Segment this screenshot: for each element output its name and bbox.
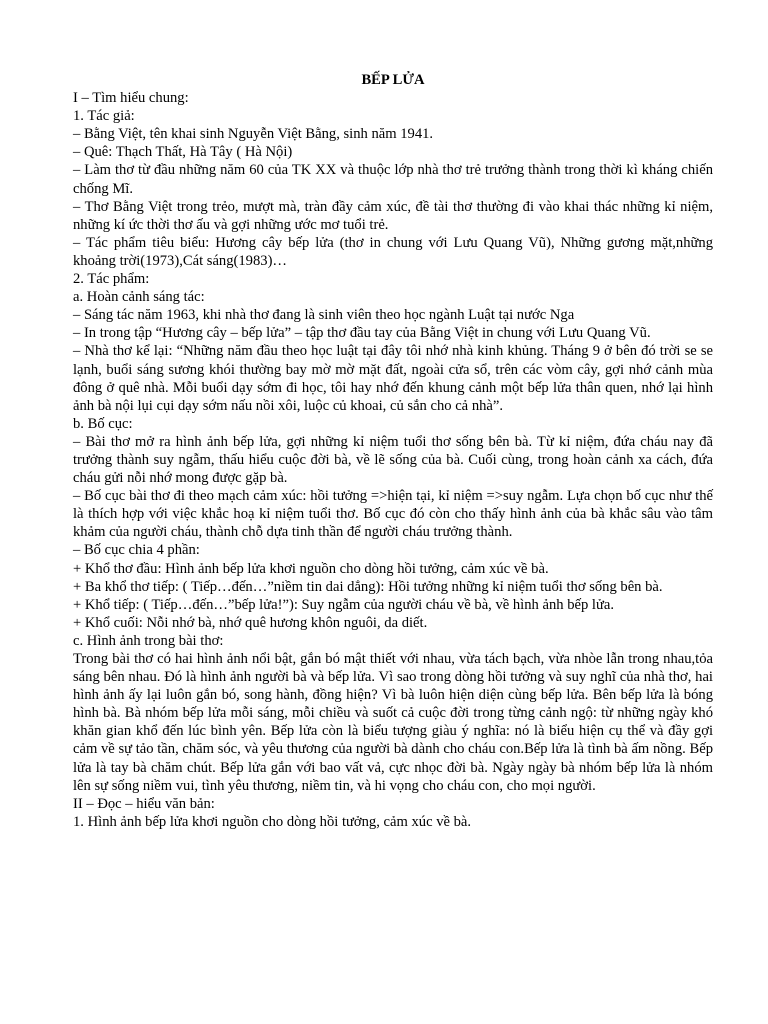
paragraph: + Khổ cuối: Nỗi nhớ bà, nhớ quê hương khôn nguôi, da diết. <box>73 614 428 631</box>
paragraph: – Bằng Việt, tên khai sinh Nguyễn Việt Bằng, sinh năm 1941. <box>73 126 434 143</box>
paragraph: c. Hình ảnh trong bài thơ: <box>73 632 224 649</box>
document-page <box>73 71 713 831</box>
paragraph: – Thơ Bằng Việt trong trẻo, mượt mà, tràn đầy cảm xúc, đề tài thơ thường đi vào khai thác những kỉ niệm, những kí ức thời thơ ấu và gợi những ước mơ tuổi trẻ. <box>73 198 713 233</box>
paragraph: II – Đọc – hiểu văn bản: <box>73 795 215 812</box>
paragraph: 1. Tác giả: <box>73 108 135 125</box>
paragraph: – Sáng tác năm 1963, khi nhà thơ đang là sinh viên theo học ngành Luật tại nước Nga <box>73 307 575 324</box>
paragraph: Trong bài thơ có hai hình ảnh nổi bật, gắn bó mật thiết với nhau, vừa tách bạch, vừa nhòe lẫn trong nhau,tỏa sáng bên nhau. Đó là hình ảnh người bà và bếp lửa. Vì sao trong dòng hồi tưởng và suy nghĩ của nhà thơ, hai hình ảnh ấy lại luôn gắn bó, song hành, đồng hiện? Vì bà luôn hiện diện cùng bếp lửa. Bên bếp lửa là bóng hình bà. Bà nhóm bếp lửa mỗi sáng, mỗi chiều và suốt cả cuộc đời trong từng cảnh ngộ: từ những ngày khó khăn gian khổ đến lúc bình yên. Bếp lửa còn là biểu tượng giàu ý nghĩa: nó là biểu hiện cụ thể và đầy gợi cảm về sự tảo tần, chăm sóc, và yêu thương của người bà dành cho cháu con.Bếp lửa là tình bà ấm nồng. Bếp lửa là tay bà chăm chút. Bếp lửa gắn với bao vất vả, cực nhọc đời bà. Ngày ngày bà nhóm bếp lửa là nhóm lên sự sống niềm vui, tình yêu thương, niềm tin, và hi vọng cho cháu con, cho mọi người. <box>73 651 713 794</box>
paragraph: a. Hoàn cảnh sáng tác: <box>73 289 205 306</box>
document-title: BẾP LỬA <box>361 72 425 88</box>
paragraph: 2. Tác phẩm: <box>73 271 150 288</box>
paragraph: – Tác phẩm tiêu biểu: Hương cây bếp lửa (thơ in chung với Lưu Quang Vũ), Những gương mặt,những khoảng trời(1973),Cát sáng(1983)… <box>73 234 713 269</box>
paragraph: – Làm thơ từ đầu những năm 60 của TK XX và thuộc lớp nhà thơ trẻ trưởng thành trong thời kì kháng chiến chống Mĩ. <box>73 162 713 197</box>
paragraph: I – Tìm hiểu chung: <box>73 90 189 107</box>
paragraph: – Nhà thơ kể lại: “Những năm đầu theo học luật tại đây tôi nhớ nhà kinh khủng. Tháng 9 ở bên đó trời se se lạnh, buổi sáng sương khói thường bay mờ mờ mặt đất, ngoài cửa sổ, trên các vòm cây, gợi nhớ cảnh mùa đông ở quê nhà. Mỗi buổi dạy sớm đi học, tôi hay nhớ đến khung cảnh một bếp lửa thân quen, nhớ lại hình ảnh bà nội lụi cụi dạy sớm nấu nồi xôi, luộc củ khoai, củ sắn cho cả nhà”. <box>73 343 713 414</box>
document-body <box>73 89 713 831</box>
paragraph: – Bố cục bài thơ đi theo mạch cảm xúc: hồi tưởng =>hiện tại, kỉ niệm =>suy ngẫm. Lựa chọn bố cục như thế là thích hợp với việc khắc hoạ kỉ niệm tuổi thơ. Bố cục đó còn cho thấy hình ảnh của bà khắc sâu vào tâm khảm của người cháu, thành chỗ dựa tinh thần để người cháu trưởng thành. <box>73 488 713 541</box>
paragraph: b. Bố cục: <box>73 415 133 432</box>
paragraph: – Bố cục chia 4 phần: <box>73 542 200 559</box>
paragraph: + Khổ tiếp: ( Tiếp…đến…”bếp lửa!”): Suy ngẫm của người cháu về bà, về hình ảnh bếp lửa. <box>73 596 615 613</box>
paragraph: + Ba khổ thơ tiếp: ( Tiếp…đến…”niềm tin dai dẳng): Hồi tưởng những kỉ niệm tuổi thơ sống bên bà. <box>73 578 663 595</box>
paragraph: – Bài thơ mở ra hình ảnh bếp lửa, gợi những kỉ niệm tuổi thơ sống bên bà. Từ kỉ niệm, đứa cháu nay đã trưởng thành suy ngẫm, thấu hiểu cuộc đời bà, về lẽ sống của bà. Cuối cùng, trong hoàn cảnh xa cách, đứa cháu gửi nỗi nhớ mong được gặp bà. <box>73 433 713 487</box>
paragraph: – In trong tập “Hương cây – bếp lửa” – tập thơ đầu tay của Bằng Việt in chung với Lưu Quang Vũ. <box>73 325 651 342</box>
paragraph: + Khổ thơ đầu: Hình ảnh bếp lửa khơi nguồn cho dòng hồi tưởng, cảm xúc về bà. <box>73 560 549 577</box>
paragraph: 1. Hình ảnh bếp lửa khơi nguồn cho dòng hồi tưởng, cảm xúc về bà. <box>73 813 472 830</box>
paragraph: – Quê: Thạch Thất, Hà Tây ( Hà Nội) <box>73 144 293 161</box>
